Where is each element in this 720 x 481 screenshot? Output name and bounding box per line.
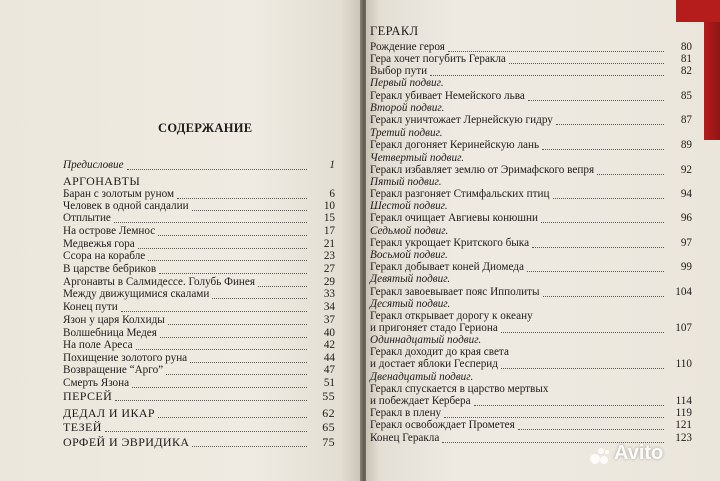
- toc-entry-page: 42: [323, 339, 335, 351]
- toc-leader-dots: [138, 238, 307, 249]
- toc-entry-title: Геракл завоевывает пояс Ипполиты: [370, 286, 540, 298]
- toc-entry-title: Смерть Язона: [63, 377, 130, 389]
- toc-entry-title: Геракл в плену: [370, 407, 442, 419]
- toc-entry-title: Геракл разгоняет Стимфальских птиц: [370, 188, 550, 200]
- toc-entry-page: 21: [323, 238, 335, 250]
- toc-entry-title: Геракл укрощает Критского быка: [370, 237, 530, 249]
- toc-leader-dots: [166, 364, 307, 375]
- avito-watermark: [614, 442, 663, 465]
- toc-leader-dots: [258, 276, 307, 287]
- toc-leader-dots: [509, 53, 664, 64]
- toc-leader-dots: [105, 421, 307, 432]
- toc-leader-dots: [543, 286, 664, 297]
- toc-entry-title: Похищение золотого руна: [63, 352, 188, 364]
- toc-entry: [63, 212, 335, 226]
- toc-leader-dots: [532, 237, 664, 248]
- toc-entry-title: Геракл освобождает Прометея: [370, 419, 515, 431]
- toc-entry: [63, 421, 335, 435]
- toc-entry-title: Волшебница Медея: [63, 327, 157, 339]
- toc-entry: [63, 288, 335, 302]
- toc-entry-title: Гера хочет погубить Геракла: [370, 53, 506, 65]
- toc-entry-title: Пятый подвиг.: [370, 176, 442, 188]
- toc-entry: [63, 301, 335, 315]
- toc-entry-page: 121: [675, 419, 692, 431]
- toc-leader-dots: [115, 390, 307, 401]
- toc-entry-title: Восьмой подвиг.: [370, 249, 448, 261]
- toc-entry-title: Геракл убивает Немейского льва: [370, 90, 525, 102]
- contents-list-right: [370, 0, 692, 481]
- toc-entry-title: Рождение героя: [370, 41, 445, 53]
- toc-entry-title: Баран с золотым руном: [63, 188, 175, 200]
- toc-entry-page: 104: [675, 286, 692, 298]
- toc-entry-page: 114: [675, 395, 692, 407]
- toc-entry-title: Язон у царя Колхиды: [63, 314, 165, 326]
- toc-entry-page: 94: [680, 188, 692, 200]
- toc-leader-dots: [528, 90, 664, 101]
- toc-entry-title: В царстве бебриков: [63, 263, 157, 275]
- right-page: [366, 0, 720, 481]
- toc-leader-dots: [168, 314, 307, 325]
- toc-leader-dots: [501, 322, 664, 333]
- toc-leader-dots: [158, 225, 307, 236]
- toc-entry-title: Шестой подвиг.: [370, 200, 448, 212]
- toc-leader-dots: [192, 200, 307, 211]
- toc-entry: [370, 419, 692, 433]
- toc-leader-dots: [556, 114, 664, 125]
- toc-entry-title: Геракл догоняет Керинейскую лань: [370, 139, 540, 151]
- toc-entry-page: 15: [323, 212, 335, 224]
- toc-entry-page: 87: [680, 114, 692, 126]
- toc-entry-title: Одиннадцатый подвиг.: [370, 334, 482, 346]
- toc-entry: [63, 364, 335, 378]
- toc-entry-page: 44: [323, 352, 335, 364]
- toc-entry-page: 37: [323, 314, 335, 326]
- toc-entry-page: 55: [322, 389, 335, 403]
- toc-leader-dots: [430, 65, 664, 76]
- toc-leader-dots: [501, 358, 664, 369]
- toc-entry-title: и побеждает Кербера: [370, 395, 471, 407]
- toc-entry-page: 119: [675, 407, 692, 419]
- toc-entry-title: Между движущимися скалами: [63, 288, 210, 300]
- toc-entry: [370, 114, 692, 128]
- toc-entry-title: ПЕРСЕЙ: [63, 389, 113, 403]
- toc-entry-title: Геракл избавляет землю от Эримафского вепря: [370, 164, 595, 176]
- toc-entry-title: Седьмой подвиг.: [370, 225, 449, 237]
- toc-entry-page: 62: [322, 406, 335, 420]
- toc-entry: [63, 250, 335, 264]
- toc-entry-title: и достает яблоки Гесперид: [370, 358, 498, 370]
- toc-entry: [370, 139, 692, 153]
- toc-leader-dots: [158, 407, 307, 418]
- toc-entry-page: 75: [322, 435, 335, 449]
- toc-leader-dots: [136, 339, 307, 350]
- toc-entry-title: Геракл открывает дорогу к океану: [370, 310, 533, 322]
- toc-leader-dots: [212, 288, 307, 299]
- toc-leader-dots: [192, 436, 307, 447]
- toc-entry: [63, 390, 335, 404]
- toc-entry: [63, 436, 335, 450]
- toc-entry-page: 29: [323, 276, 335, 288]
- toc-entry-title: Медвежья гора: [63, 238, 135, 250]
- toc-entry-title: На острове Лемнос: [63, 225, 156, 237]
- toc-entry-title: Человек в одной сандалии: [63, 200, 189, 212]
- toc-entry-page: 110: [675, 358, 692, 370]
- toc-entry-page: 1: [329, 159, 335, 171]
- toc-entry-page: 40: [323, 327, 335, 339]
- toc-entry-title: Геракл спускается в царство мертвых: [370, 383, 549, 395]
- toc-entry-title: Аргонавты в Салмидессе. Голубь Финея: [63, 276, 256, 288]
- toc-entry: [63, 339, 335, 353]
- toc-entry-title: Конец Геракла: [370, 432, 440, 444]
- toc-entry-page: 10: [323, 200, 335, 212]
- toc-leader-dots: [448, 41, 664, 52]
- toc-entry-page: 23: [323, 250, 335, 262]
- toc-entry: [63, 407, 335, 421]
- toc-entry-title: Четвертый подвиг.: [370, 152, 465, 164]
- toc-entry: [63, 263, 335, 277]
- toc-entry-title: Девятый подвиг.: [370, 273, 451, 285]
- toc-leader-dots: [132, 377, 307, 388]
- toc-entry: [370, 358, 692, 372]
- toc-entry-title: Конец пути: [63, 301, 118, 313]
- toc-entry-page: 65: [322, 420, 335, 434]
- toc-entry-page: 6: [329, 188, 335, 200]
- toc-entry-title: АРГОНАВТЫ: [63, 174, 141, 188]
- toc-entry-page: 51: [323, 377, 335, 389]
- toc-leader-dots: [542, 139, 664, 150]
- toc-entry-page: 92: [680, 164, 692, 176]
- toc-entry-title: Первый подвиг.: [370, 77, 444, 89]
- toc-entry-title: Геракл доходит до края света: [370, 346, 509, 358]
- toc-entry-title: ОРФЕЙ И ЭВРИДИКА: [63, 435, 190, 449]
- toc-entry: [63, 159, 335, 173]
- toc-entry-page: 82: [680, 65, 692, 77]
- toc-leader-dots: [474, 395, 664, 406]
- toc-entry-page: 34: [323, 301, 335, 313]
- toc-entry-title: Выбор пути: [370, 65, 428, 77]
- toc-entry-page: 107: [675, 322, 692, 334]
- toc-entry-page: 85: [680, 90, 692, 102]
- toc-entry-title: ТЕЗЕЙ: [63, 420, 102, 434]
- toc-leader-dots: [597, 164, 664, 175]
- toc-leader-dots: [121, 301, 307, 312]
- toc-entry-title: Десятый подвиг.: [370, 298, 451, 310]
- toc-leader-dots: [553, 188, 664, 199]
- toc-entry-title: Возвращение “Арго”: [63, 364, 164, 376]
- toc-entry-title: ДЕДАЛ И ИКАР: [63, 406, 155, 420]
- toc-leader-dots: [518, 419, 664, 430]
- contents-list-left: [63, 0, 335, 481]
- toc-entry-title: Геракл уничтожает Лернейскую гидру: [370, 114, 553, 126]
- toc-entry: [370, 77, 692, 91]
- toc-entry-page: 97: [680, 237, 692, 249]
- toc-entry-title: На поле Ареса: [63, 339, 133, 351]
- toc-entry-title: Ссора на корабле: [63, 250, 146, 262]
- section-heading-gerakl: ГЕРАКЛ: [370, 24, 419, 38]
- toc-entry: [370, 273, 692, 287]
- toc-entry-page: 33: [323, 288, 335, 300]
- toc-entry-title: Геракл очищает Авгиевы конюшни: [370, 212, 538, 224]
- toc-leader-dots: [444, 407, 664, 418]
- toc-entry-page: 17: [323, 225, 335, 237]
- toc-leader-dots: [177, 188, 307, 199]
- toc-entry: [63, 314, 335, 328]
- toc-leader-dots: [527, 261, 664, 272]
- toc-leader-dots: [159, 263, 307, 274]
- toc-entry-page: 123: [675, 432, 692, 444]
- toc-leader-dots: [190, 352, 307, 363]
- toc-entry-title: Третий подвиг.: [370, 127, 443, 139]
- toc-entry-page: 47: [323, 364, 335, 376]
- toc-entry-title: Второй подвиг.: [370, 102, 445, 114]
- toc-leader-dots: [127, 159, 307, 170]
- toc-entry: [63, 225, 335, 239]
- toc-entry-title: Предисловие: [63, 159, 124, 171]
- toc-entry: [370, 212, 692, 226]
- toc-leader-dots: [541, 212, 664, 223]
- toc-entry-title: Геракл добывает коней Диомеда: [370, 261, 524, 273]
- toc-leader-dots: [160, 327, 307, 338]
- toc-entry-page: 81: [680, 53, 692, 65]
- toc-entry-title: и пригоняет стадо Гериона: [370, 322, 498, 334]
- toc-entry: [63, 175, 335, 189]
- toc-entry-page: 96: [680, 212, 692, 224]
- contents-heading: СОДЕРЖАНИЕ: [158, 121, 253, 135]
- toc-entry-page: 99: [680, 261, 692, 273]
- toc-leader-dots: [148, 250, 307, 261]
- toc-entry-page: 89: [680, 139, 692, 151]
- toc-entry-page: 27: [323, 263, 335, 275]
- toc-entry-title: Отплытие: [63, 212, 111, 224]
- toc-entry-title: Двенадцатый подвиг.: [370, 371, 474, 383]
- toc-entry-page: 80: [680, 41, 692, 53]
- toc-leader-dots: [114, 212, 307, 223]
- watermark-text: Avito: [614, 442, 664, 464]
- avito-logo-icon: [590, 447, 610, 465]
